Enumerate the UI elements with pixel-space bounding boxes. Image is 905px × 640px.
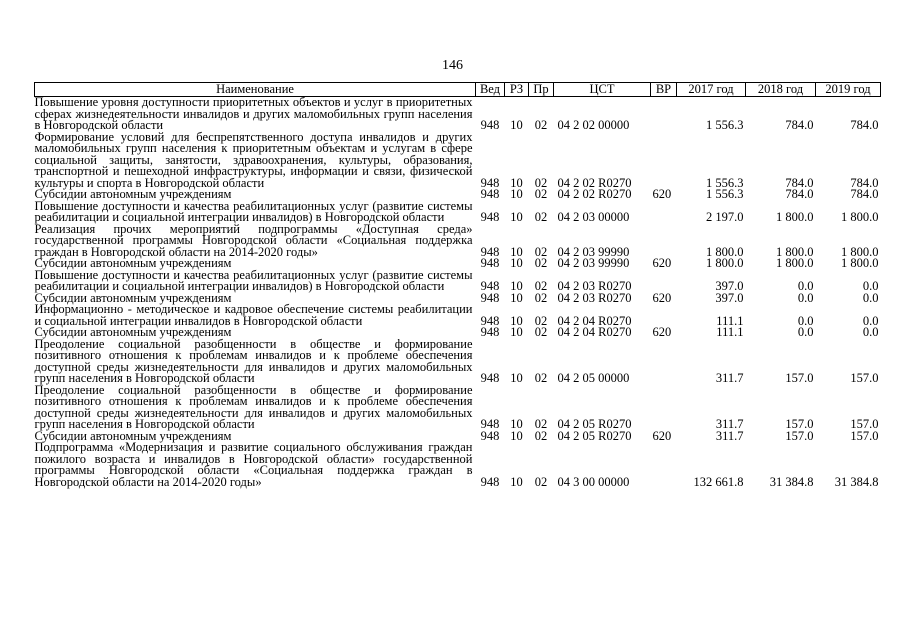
cell-2018: 1 800.0 (776, 210, 814, 224)
cell-rz: 10 (510, 290, 523, 305)
cell-2019: 1 800.0 (841, 244, 879, 259)
cell-name: Преодоление социальной разобщенности в обществе и формирование позитивного отношения к проблемам инвалидов и к проблеме обеспечения доступной среды жизнедеятельности для инвалидов и других маломобильных групп населения в Новгородской области (34, 336, 473, 385)
cell-2019: 0.0 (862, 279, 879, 293)
page-number: 146 (442, 58, 463, 73)
table-row (35, 97, 881, 132)
cell-name: Информационно - методическое и кадровое обеспечение системы реабилитации и социальной интеграции инвалидов в Новгородской области (34, 302, 473, 328)
cell-2019: 157.0 (850, 428, 879, 443)
cell-vr: 620 (652, 325, 672, 339)
cell-2018: 0.0 (797, 325, 814, 339)
cell-2019: 784.0 (850, 175, 879, 190)
cell-pr: 02 (534, 325, 548, 339)
cell-pr: 02 (534, 256, 548, 270)
header-name: Наименование (35, 83, 476, 97)
cell-2017: 111.1 (716, 325, 744, 339)
cell-ved: 948 (480, 313, 500, 328)
cell-cst: 04 2 04 R0270 (557, 325, 632, 339)
cell-2017: 311.7 (715, 417, 744, 431)
cell-ved: 948 (480, 210, 500, 224)
cell-2017: 2 197.0 (706, 210, 744, 224)
cell-ved: 948 (480, 290, 500, 305)
cell-vr (651, 97, 677, 132)
budget-table (34, 82, 881, 488)
cell-name: Реализация прочих мероприятий подпрограммы «Доступная среда» государственной программы Новгородской области «Социальная поддержка граждан в Новгородской области на 2014-2020 годы» (34, 221, 473, 259)
table-body (35, 97, 881, 489)
cell-cst: 04 2 03 99990 (557, 256, 630, 270)
cell-2017: 1 556.3 (706, 118, 744, 132)
cell-rz: 10 (510, 256, 523, 270)
cell-rz: 10 (510, 474, 523, 489)
cell-2017: 1 800.0 (706, 256, 744, 270)
cell-2019: 157.0 (850, 417, 879, 431)
cell-2019: 1 800.0 (841, 256, 879, 270)
cell-2018: 31 384.8 (769, 474, 814, 489)
header-2019: 2019 год (816, 83, 881, 97)
cell-cst: 04 2 05 00000 (557, 371, 630, 385)
header-pr: Пр (529, 83, 554, 97)
cell-name: Субсидии автономным учреждениям (34, 428, 232, 443)
table-row (35, 442, 881, 488)
cell-2017: 111.1 (716, 313, 744, 328)
cell-pr: 02 (534, 428, 548, 443)
cell-rz: 10 (510, 118, 523, 132)
header-2018: 2018 год (746, 83, 816, 97)
cell-pr: 02 (534, 474, 548, 489)
cell-name: Повышение доступности и качества реабилитационных услуг (развитие системы реабилитации и социальной интеграции инвалидов) в Новгородской области (34, 198, 473, 224)
cell-name: Субсидии автономным учреждениям (34, 325, 232, 339)
cell-vr: 620 (652, 187, 672, 201)
table-row (35, 224, 881, 259)
cell-rz: 10 (510, 244, 523, 259)
cell-vr (651, 224, 677, 259)
cell-2019: 0.0 (862, 290, 879, 305)
cell-2018: 157.0 (785, 428, 814, 443)
cell-cst: 04 3 00 00000 (557, 474, 630, 489)
cell-vr (651, 201, 677, 224)
cell-pr: 02 (534, 187, 548, 201)
cell-cst: 04 2 02 R0270 (557, 187, 632, 201)
cell-ved: 948 (480, 175, 500, 190)
cell-vr (651, 304, 677, 327)
table-row (35, 339, 881, 385)
cell-pr: 02 (534, 118, 548, 132)
cell-2018: 784.0 (785, 118, 814, 132)
cell-name: Субсидии автономным учреждениям (34, 256, 232, 270)
cell-2019: 0.0 (862, 313, 879, 328)
cell-pr: 02 (534, 210, 548, 224)
header-2017: 2017 год (677, 83, 746, 97)
cell-rz: 10 (510, 428, 523, 443)
cell-ved: 948 (480, 244, 500, 259)
cell-name: Субсидии автономным учреждениям (34, 290, 232, 305)
cell-ved: 948 (480, 118, 500, 132)
cell-2018: 157.0 (785, 371, 814, 385)
cell-rz: 10 (510, 313, 523, 328)
header-rz: РЗ (505, 83, 529, 97)
table-row (35, 270, 881, 293)
cell-2017: 397.0 (715, 279, 744, 293)
cell-2017: 311.7 (715, 371, 744, 385)
cell-2017: 1 800.0 (706, 244, 744, 259)
cell-vr: 620 (652, 428, 672, 443)
cell-2018: 157.0 (785, 417, 814, 431)
table-row (35, 201, 881, 224)
cell-2017: 311.7 (715, 428, 744, 443)
cell-ved: 948 (480, 474, 500, 489)
cell-2018: 0.0 (797, 279, 814, 293)
header-cst: ЦСТ (554, 83, 651, 97)
cell-cst: 04 2 02 00000 (557, 118, 630, 132)
cell-ved: 948 (480, 187, 500, 201)
cell-cst: 04 2 03 99990 (557, 244, 630, 259)
cell-cst: 04 2 03 R0270 (557, 290, 632, 305)
cell-ved: 948 (480, 428, 500, 443)
cell-2019: 784.0 (850, 187, 879, 201)
cell-ved: 948 (480, 325, 500, 339)
cell-2018: 0.0 (797, 313, 814, 328)
cell-2017: 132 661.8 (693, 474, 744, 489)
cell-vr: 620 (652, 256, 672, 270)
cell-ved: 948 (480, 256, 500, 270)
cell-rz: 10 (510, 175, 523, 190)
cell-vr (651, 442, 677, 488)
table-row (35, 304, 881, 327)
cell-vr (651, 132, 677, 190)
cell-rz: 10 (510, 187, 523, 201)
cell-pr: 02 (534, 371, 548, 385)
cell-cst: 04 2 05 R0270 (557, 428, 632, 443)
cell-name: Субсидии автономным учреждениям (34, 187, 232, 201)
cell-rz: 10 (510, 371, 523, 385)
cell-name: Повышение доступности и качества реабилитационных услуг (развитие системы реабилитации и социальной интеграции инвалидов) в Новгородской области (34, 267, 473, 293)
cell-2017: 397.0 (715, 290, 744, 305)
cell-rz: 10 (510, 417, 523, 431)
cell-rz: 10 (510, 210, 523, 224)
cell-rz: 10 (510, 279, 523, 293)
cell-2019: 31 384.8 (834, 474, 879, 489)
cell-vr (651, 270, 677, 293)
cell-2019: 0.0 (862, 325, 879, 339)
cell-rz: 10 (510, 325, 523, 339)
cell-name: Подпрограмма «Модернизация и развитие социального обслуживания граждан пожилого возраста и инвалидов в Новгородской области» государственной программы Новгородской области «Социальная поддержка граждан в Новгородской области на 2014-2020 годы» (34, 440, 473, 489)
cell-vr: 620 (652, 290, 672, 305)
cell-2018: 1 800.0 (776, 256, 814, 270)
cell-pr: 02 (534, 313, 548, 328)
cell-2019: 784.0 (850, 118, 879, 132)
cell-cst: 04 2 03 00000 (557, 210, 630, 224)
cell-pr: 02 (534, 175, 548, 190)
cell-vr (651, 385, 677, 431)
cell-name: Повышение уровня доступности приоритетных объектов и услуг в приоритетных сферах жизнедеятельности инвалидов и других маломобильных групп населения в Новгородской области (34, 95, 473, 132)
cell-vr (651, 339, 677, 385)
cell-2018: 1 800.0 (776, 244, 814, 259)
table-row (35, 132, 881, 190)
cell-2017: 1 556.3 (706, 187, 744, 201)
cell-ved: 948 (480, 279, 500, 293)
cell-2017: 1 556.3 (706, 175, 744, 190)
cell-cst: 04 2 05 R0270 (557, 417, 632, 431)
cell-ved: 948 (480, 371, 500, 385)
cell-pr: 02 (534, 290, 548, 305)
cell-cst: 04 2 02 R0270 (557, 175, 632, 190)
cell-2018: 0.0 (797, 290, 814, 305)
header-vr: ВР (651, 83, 677, 97)
cell-pr: 02 (534, 417, 548, 431)
cell-cst: 04 2 03 R0270 (557, 279, 632, 293)
cell-2018: 784.0 (785, 175, 814, 190)
cell-cst: 04 2 04 R0270 (557, 313, 632, 328)
cell-ved: 948 (480, 417, 500, 431)
cell-2019: 1 800.0 (841, 210, 879, 224)
cell-pr: 02 (534, 244, 548, 259)
cell-name: Преодоление социальной разобщенности в обществе и формирование позитивного отношения к проблемам инвалидов и к проблеме обеспечения доступной среды жизнедеятельности для инвалидов и других маломобильных групп населения в Новгородской области (34, 382, 473, 431)
cell-name: Формирование условий для беспрепятственного доступа инвалидов и других маломобильных групп населения к приоритетным объектам и услугам в сфере социальной защиты, занятости, здравоохранения, культуры, образования, транспортной и пешеходной инфраструктуры, информации и связи, физической культуры и спорта в Новгородской области (34, 129, 473, 190)
cell-2018: 784.0 (785, 187, 814, 201)
cell-pr: 02 (534, 279, 548, 293)
cell-2019: 157.0 (850, 371, 879, 385)
header-ved: Вед (476, 83, 505, 97)
table-row (35, 385, 881, 431)
